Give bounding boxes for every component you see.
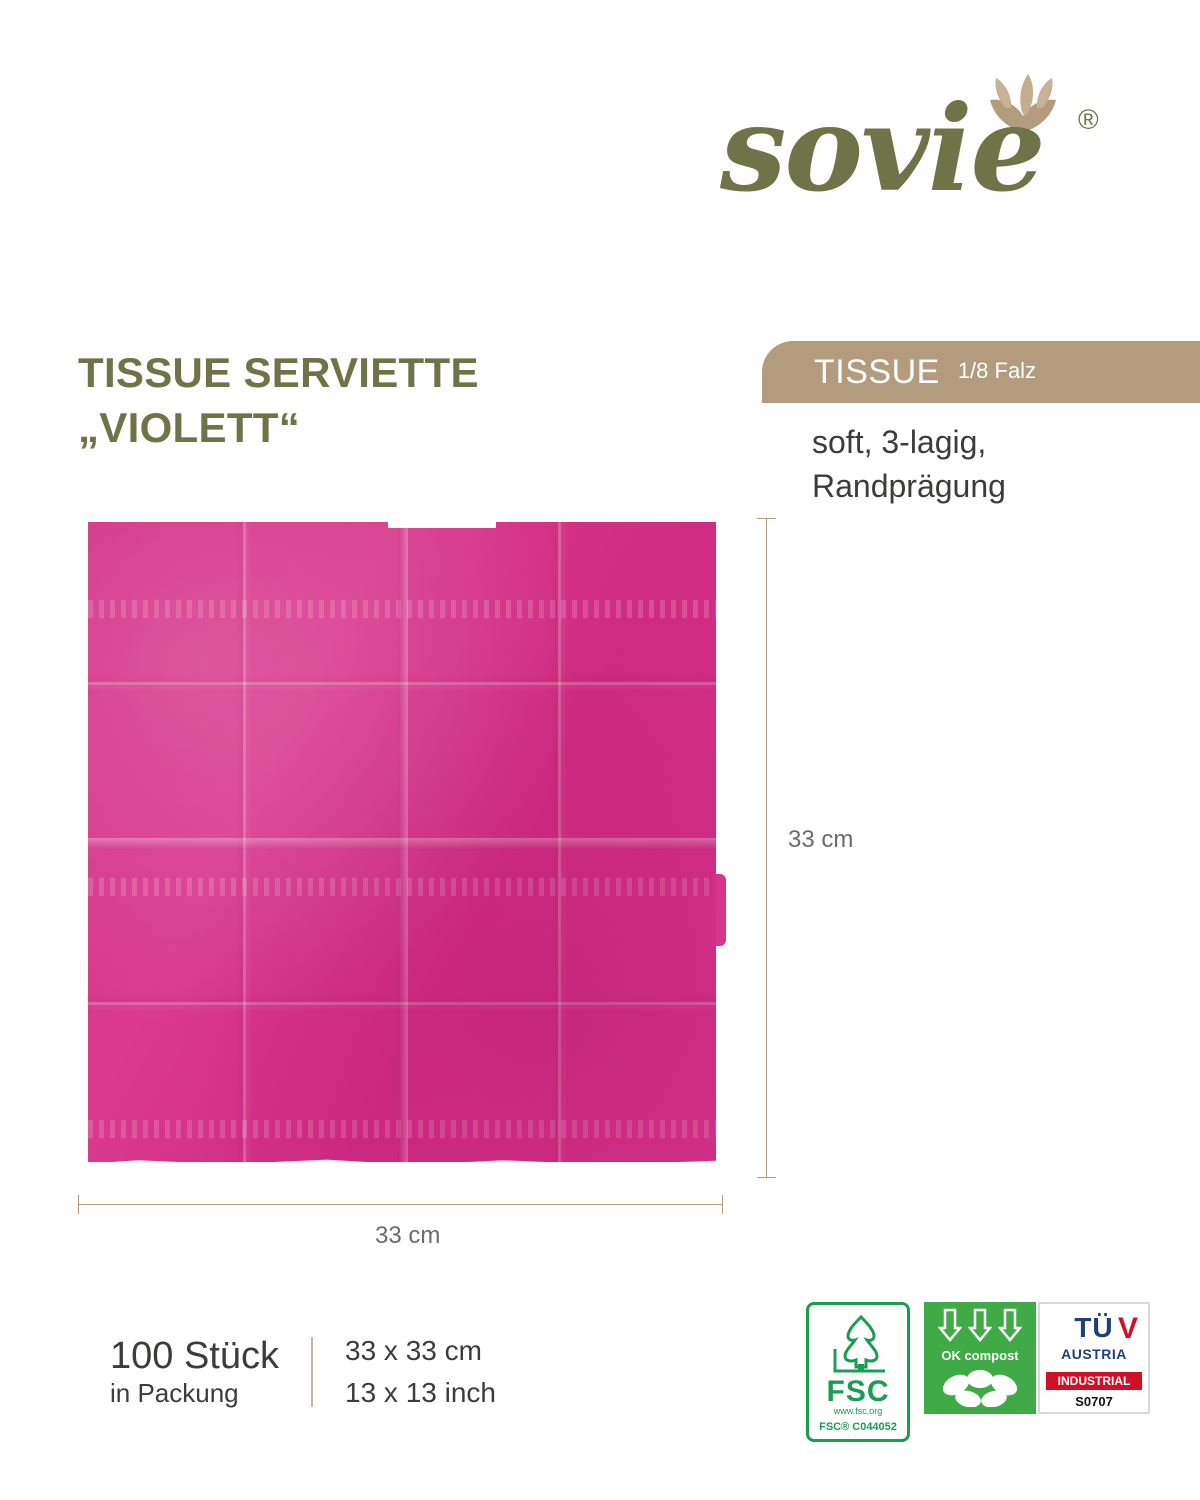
fsc-label: FSC	[826, 1375, 890, 1408]
tuv-austria-label: AUSTRIA	[1061, 1346, 1127, 1362]
product-title-line-1: TISSUE SERVIETTE	[78, 349, 479, 396]
napkin-edge-tab	[712, 874, 726, 946]
material-banner	[762, 341, 1200, 403]
dimension-line-horizontal	[78, 1204, 723, 1205]
quantity-value: 100 Stück	[110, 1335, 279, 1378]
dimension-height-label: 33 cm	[788, 826, 854, 853]
product-image	[88, 522, 716, 1162]
size-block	[345, 1330, 496, 1414]
dimension-width-label: 33 cm	[375, 1222, 441, 1249]
quantity-sublabel: in Packung	[110, 1377, 239, 1408]
fsc-logo	[806, 1302, 910, 1442]
dimension-line-vertical	[766, 518, 767, 1178]
fsc-code: FSC® C044052	[819, 1421, 897, 1433]
material-label: TISSUE	[814, 352, 940, 391]
napkin-fold-horizontal-1	[88, 682, 716, 685]
page-title	[78, 345, 698, 456]
divider	[311, 1337, 313, 1407]
napkin-top-notch	[388, 516, 496, 528]
tuv-austria-logo	[1038, 1302, 1150, 1414]
brand-logo	[700, 62, 1140, 222]
footer-specifications	[110, 1330, 496, 1414]
compost-leaves-icon	[924, 1361, 1036, 1412]
tuv-industrial-label: INDUSTRIAL	[1046, 1372, 1142, 1390]
fold-label: 1/8 Falz	[957, 357, 1037, 383]
certification-logos	[806, 1302, 1150, 1442]
tuv-label: TÜ	[1074, 1312, 1114, 1343]
fsc-url: www.fsc.org	[833, 1406, 883, 1416]
brand-wordmark: sovie	[720, 79, 1044, 218]
compost-arrows-icon	[924, 1308, 1036, 1342]
tuv-check-icon: V	[1118, 1312, 1139, 1345]
quantity-block	[110, 1335, 279, 1409]
product-title-line-2: „VIOLETT“	[78, 404, 301, 452]
fsc-tree-icon	[833, 1315, 889, 1378]
ok-compost-logo	[924, 1302, 1036, 1414]
napkin-fold-horizontal-3	[88, 1002, 716, 1005]
description-line-2: Randprägung	[812, 468, 1006, 505]
size-cm: 33 x 33 cm	[345, 1335, 482, 1366]
description-line-1: soft, 3-lagig,	[812, 424, 987, 460]
tuv-code: S0707	[1075, 1394, 1113, 1409]
registered-trademark-icon: ®	[1078, 104, 1099, 135]
size-inch: 13 x 13 inch	[345, 1377, 496, 1408]
napkin-fold-horizontal-center	[88, 838, 716, 850]
ok-compost-label: OK compost	[941, 1348, 1019, 1363]
product-description	[812, 420, 1200, 508]
